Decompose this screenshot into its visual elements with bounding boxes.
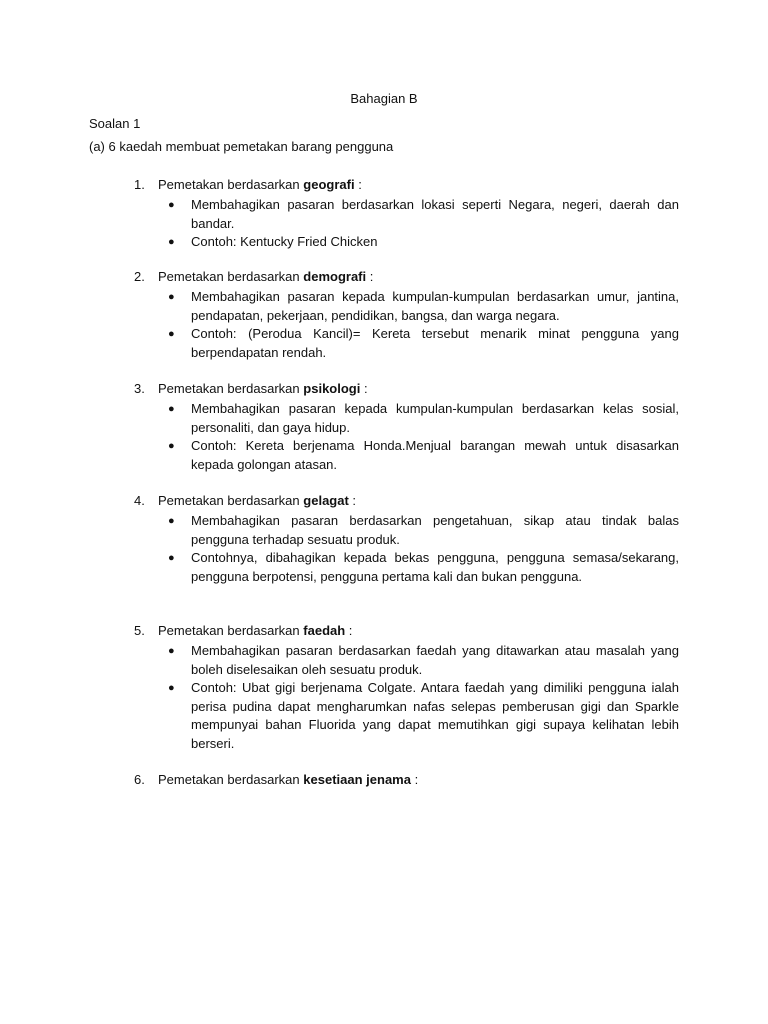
bullet-icon: ● (168, 515, 175, 527)
question-subheading: (a) 6 kaedah membuat pemetakan barang pengguna (89, 139, 394, 154)
item-heading (134, 268, 679, 286)
bullet-icon: ● (168, 552, 175, 564)
item-heading (134, 380, 679, 398)
item-term: faedah (303, 623, 346, 638)
bullet-icon: ● (168, 291, 175, 303)
bullet-list (134, 288, 679, 362)
bullet-item: ● Contoh: Ubat gigi berjenama Colgate. Antara faedah yang dimiliki pengguna ialah perisa pudina dapat mengharumkan nafas selepas pemberusan gigi dan Sparkle mempunyai bahan Fluorida yang dapat memutihkan gigi supaya kelihatan lebih berseri. (168, 680, 679, 751)
item-colon: : (366, 269, 374, 284)
bullet-item: ● Contoh: (Perodua Kancil)= Kereta tersebut menarik minat pengguna yang berpendapatan rendah. (168, 326, 679, 360)
item-number: 1. (134, 177, 145, 192)
item-number: 2. (134, 269, 145, 284)
item-colon: : (410, 772, 419, 787)
bullet-icon: ● (168, 645, 175, 657)
bullet-list (134, 400, 679, 474)
item-prefix: Pemetakan berdasarkan (158, 269, 300, 284)
item-prefix: Pemetakan berdasarkan (158, 493, 300, 508)
bullet-item: ● Membahagikan pasaran kepada kumpulan-kumpulan berdasarkan umur, jantina, pendapatan, pekerjaan, pendidikan, bangsa, dan warga negara. (168, 289, 679, 323)
item-prefix: Pemetakan berdasarkan (158, 623, 300, 638)
list-item-gelagat (134, 492, 679, 586)
item-colon: : (360, 381, 368, 396)
item-term: geografi (303, 177, 355, 192)
item-term: demografi (303, 269, 367, 284)
list-item-kesetiaan-jenama (134, 771, 679, 789)
item-number: 4. (134, 493, 145, 508)
bullet-icon: ● (168, 682, 175, 694)
item-heading (134, 771, 679, 789)
list-item-faedah (134, 622, 679, 753)
item-number: 6. (134, 772, 145, 787)
list-item-demografi (134, 268, 679, 362)
bullet-item: ● Contoh: Kentucky Fried Chicken (191, 233, 679, 252)
bullet-item: ● Membahagikan pasaran berdasarkan pengetahuan, sikap atau tindak balas pengguna terhadap sesuatu produk. (168, 513, 679, 547)
item-colon: : (354, 177, 362, 192)
item-prefix: Pemetakan berdasarkan (158, 381, 300, 396)
bullet-icon: ● (168, 328, 175, 340)
item-prefix: Pemetakan berdasarkan (158, 177, 300, 192)
bullet-list (134, 512, 679, 586)
list-item-geografi (134, 176, 679, 252)
question-label: Soalan 1 (89, 116, 141, 131)
bullet-icon: ● (168, 440, 175, 452)
item-number: 3. (134, 381, 145, 396)
item-heading (134, 176, 679, 194)
page-title: Bahagian B (350, 91, 418, 106)
item-heading (134, 492, 679, 510)
item-heading (134, 622, 679, 640)
bullet-item: ● Contohnya, dibahagikan kepada bekas pengguna, pengguna semasa/sekarang, pengguna berpotensi, pengguna pertama kali dan bukan pengguna. (168, 550, 679, 584)
item-number: 5. (134, 623, 145, 638)
bullet-icon: ● (168, 236, 175, 248)
item-term: psikologi (303, 381, 361, 396)
bullet-list (134, 642, 679, 753)
bullet-item: ● Membahagikan pasaran berdasarkan faedah yang ditawarkan atau masalah yang boleh diselesaikan oleh sesuatu produk. (168, 643, 679, 677)
item-colon: : (345, 623, 353, 638)
bullet-list (134, 196, 679, 252)
item-colon: : (348, 493, 357, 508)
bullet-icon: ● (168, 403, 175, 415)
item-term: gelagat (303, 493, 349, 508)
list-item-psikologi (134, 380, 679, 474)
bullet-item: ● Membahagikan pasaran berdasarkan lokasi seperti Negara, negeri, daerah dan bandar. (168, 197, 679, 231)
bullet-item: ● Contoh: Kereta berjenama Honda.Menjual barangan mewah untuk disasarkan kepada golongan atasan. (168, 438, 679, 472)
item-prefix: Pemetakan berdasarkan (158, 772, 300, 787)
item-term: kesetiaan jenama (303, 772, 411, 787)
bullet-icon: ● (168, 199, 175, 211)
bullet-item: ● Membahagikan pasaran kepada kumpulan-kumpulan berdasarkan kelas sosial, personaliti, dan gaya hidup. (168, 401, 679, 435)
